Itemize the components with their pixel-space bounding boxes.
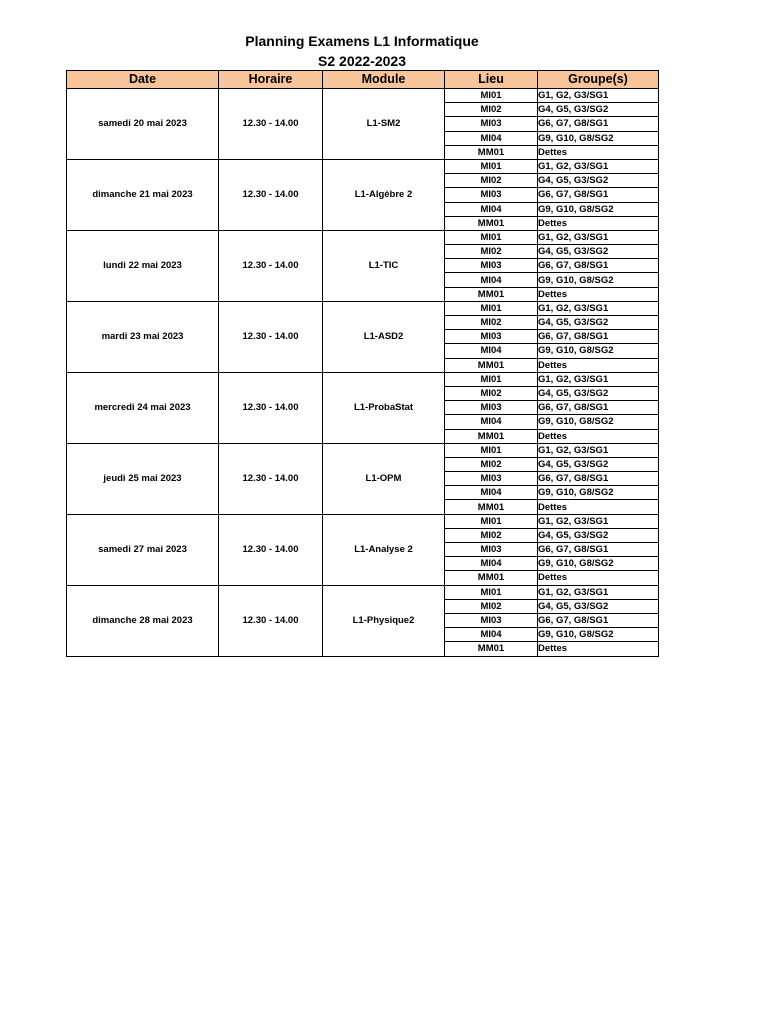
- exam-groups: G9, G10, G8/SG2: [538, 131, 659, 145]
- exam-horaire: 12.30 - 14.00: [219, 230, 323, 301]
- exam-groups: Dettes: [538, 287, 659, 301]
- exam-module: L1-Physique2: [323, 585, 445, 656]
- exam-groups: G9, G10, G8/SG2: [538, 415, 659, 429]
- exam-groups: G6, G7, G8/SG1: [538, 259, 659, 273]
- exam-groups: G9, G10, G8/SG2: [538, 557, 659, 571]
- exam-module: L1-Algèbre 2: [323, 159, 445, 230]
- exam-room: MI03: [445, 259, 538, 273]
- exam-room: MI04: [445, 202, 538, 216]
- exam-groups: G9, G10, G8/SG2: [538, 344, 659, 358]
- exam-groups: G4, G5, G3/SG2: [538, 174, 659, 188]
- page-title: Planning Examens L1 Informatique: [245, 33, 479, 49]
- table-row: [67, 301, 659, 315]
- exam-groups: G1, G2, G3/SG1: [538, 159, 659, 173]
- exam-module: L1-Analyse 2: [323, 514, 445, 585]
- table-row: [67, 159, 659, 173]
- exam-schedule-table: [66, 70, 659, 657]
- exam-groups: G1, G2, G3/SG1: [538, 443, 659, 457]
- table-row: [67, 89, 659, 103]
- exam-groups: G4, G5, G3/SG2: [538, 316, 659, 330]
- exam-module: L1-ProbaStat: [323, 372, 445, 443]
- exam-room: MI02: [445, 457, 538, 471]
- exam-room: MI04: [445, 131, 538, 145]
- exam-room: MI01: [445, 443, 538, 457]
- exam-room: MM01: [445, 358, 538, 372]
- exam-room: MI04: [445, 344, 538, 358]
- exam-room: MI04: [445, 273, 538, 287]
- exam-groups: G6, G7, G8/SG1: [538, 613, 659, 627]
- exam-groups: G9, G10, G8/SG2: [538, 628, 659, 642]
- exam-groups: G1, G2, G3/SG1: [538, 89, 659, 103]
- exam-groups: G6, G7, G8/SG1: [538, 472, 659, 486]
- exam-room: MI02: [445, 174, 538, 188]
- exam-room: MI02: [445, 103, 538, 117]
- header-lieu: Lieu: [445, 71, 538, 89]
- page-subtitle: S2 2022-2023: [318, 53, 406, 69]
- exam-room: MM01: [445, 287, 538, 301]
- exam-room: MI04: [445, 486, 538, 500]
- exam-room: MM01: [445, 429, 538, 443]
- exam-date: dimanche 21 mai 2023: [67, 159, 219, 230]
- exam-horaire: 12.30 - 14.00: [219, 301, 323, 372]
- exam-groups: G9, G10, G8/SG2: [538, 486, 659, 500]
- exam-room: MI03: [445, 472, 538, 486]
- exam-date: lundi 22 mai 2023: [67, 230, 219, 301]
- table-row: [67, 372, 659, 386]
- exam-groups: Dettes: [538, 145, 659, 159]
- exam-groups: Dettes: [538, 358, 659, 372]
- exam-groups: Dettes: [538, 642, 659, 656]
- exam-room: MI01: [445, 301, 538, 315]
- exam-room: MI01: [445, 514, 538, 528]
- exam-room: MI02: [445, 316, 538, 330]
- exam-room: MI03: [445, 188, 538, 202]
- exam-module: L1-ASD2: [323, 301, 445, 372]
- exam-groups: G4, G5, G3/SG2: [538, 599, 659, 613]
- exam-groups: G9, G10, G8/SG2: [538, 202, 659, 216]
- exam-room: MM01: [445, 571, 538, 585]
- exam-groups: G6, G7, G8/SG1: [538, 188, 659, 202]
- exam-horaire: 12.30 - 14.00: [219, 443, 323, 514]
- table-row: [67, 230, 659, 244]
- exam-horaire: 12.30 - 14.00: [219, 514, 323, 585]
- exam-groups: G4, G5, G3/SG2: [538, 457, 659, 471]
- exam-horaire: 12.30 - 14.00: [219, 585, 323, 656]
- exam-room: MI02: [445, 386, 538, 400]
- exam-room: MM01: [445, 216, 538, 230]
- exam-room: MI03: [445, 117, 538, 131]
- exam-groups: G6, G7, G8/SG1: [538, 117, 659, 131]
- table-row: [67, 443, 659, 457]
- exam-groups: G4, G5, G3/SG2: [538, 386, 659, 400]
- exam-room: MI04: [445, 415, 538, 429]
- exam-groups: G6, G7, G8/SG1: [538, 401, 659, 415]
- exam-room: MI02: [445, 599, 538, 613]
- exam-room: MI01: [445, 230, 538, 244]
- exam-date: samedi 20 mai 2023: [67, 89, 219, 160]
- header-date: Date: [67, 71, 219, 89]
- table-header-row: [67, 71, 659, 89]
- exam-room: MI03: [445, 330, 538, 344]
- header-groupes: Groupe(s): [538, 71, 659, 89]
- exam-groups: G1, G2, G3/SG1: [538, 372, 659, 386]
- exam-groups: G1, G2, G3/SG1: [538, 514, 659, 528]
- table-row: [67, 514, 659, 528]
- exam-groups: Dettes: [538, 216, 659, 230]
- exam-groups: G6, G7, G8/SG1: [538, 330, 659, 344]
- exam-module: L1-SM2: [323, 89, 445, 160]
- exam-groups: G9, G10, G8/SG2: [538, 273, 659, 287]
- exam-groups: Dettes: [538, 500, 659, 514]
- exam-room: MI01: [445, 89, 538, 103]
- exam-horaire: 12.30 - 14.00: [219, 372, 323, 443]
- exam-groups: G4, G5, G3/SG2: [538, 245, 659, 259]
- exam-room: MI03: [445, 613, 538, 627]
- exam-groups: G6, G7, G8/SG1: [538, 543, 659, 557]
- exam-date: jeudi 25 mai 2023: [67, 443, 219, 514]
- exam-date: mardi 23 mai 2023: [67, 301, 219, 372]
- exam-room: MM01: [445, 500, 538, 514]
- exam-horaire: 12.30 - 14.00: [219, 159, 323, 230]
- exam-groups: G1, G2, G3/SG1: [538, 301, 659, 315]
- exam-room: MI03: [445, 543, 538, 557]
- exam-groups: Dettes: [538, 429, 659, 443]
- exam-date: dimanche 28 mai 2023: [67, 585, 219, 656]
- table-body: [67, 89, 659, 657]
- exam-groups: G1, G2, G3/SG1: [538, 230, 659, 244]
- exam-groups: G4, G5, G3/SG2: [538, 103, 659, 117]
- exam-horaire: 12.30 - 14.00: [219, 89, 323, 160]
- exam-room: MI04: [445, 628, 538, 642]
- exam-date: samedi 27 mai 2023: [67, 514, 219, 585]
- exam-groups: G4, G5, G3/SG2: [538, 528, 659, 542]
- exam-module: L1-TIC: [323, 230, 445, 301]
- exam-room: MM01: [445, 642, 538, 656]
- header-module: Module: [323, 71, 445, 89]
- exam-date: mercredi 24 mai 2023: [67, 372, 219, 443]
- exam-room: MI01: [445, 159, 538, 173]
- exam-room: MI04: [445, 557, 538, 571]
- table-row: [67, 585, 659, 599]
- exam-room: MM01: [445, 145, 538, 159]
- exam-room: MI02: [445, 245, 538, 259]
- exam-groups: Dettes: [538, 571, 659, 585]
- exam-room: MI03: [445, 401, 538, 415]
- header-horaire: Horaire: [219, 71, 323, 89]
- exam-groups: G1, G2, G3/SG1: [538, 585, 659, 599]
- exam-room: MI02: [445, 528, 538, 542]
- exam-room: MI01: [445, 585, 538, 599]
- exam-module: L1-OPM: [323, 443, 445, 514]
- exam-room: MI01: [445, 372, 538, 386]
